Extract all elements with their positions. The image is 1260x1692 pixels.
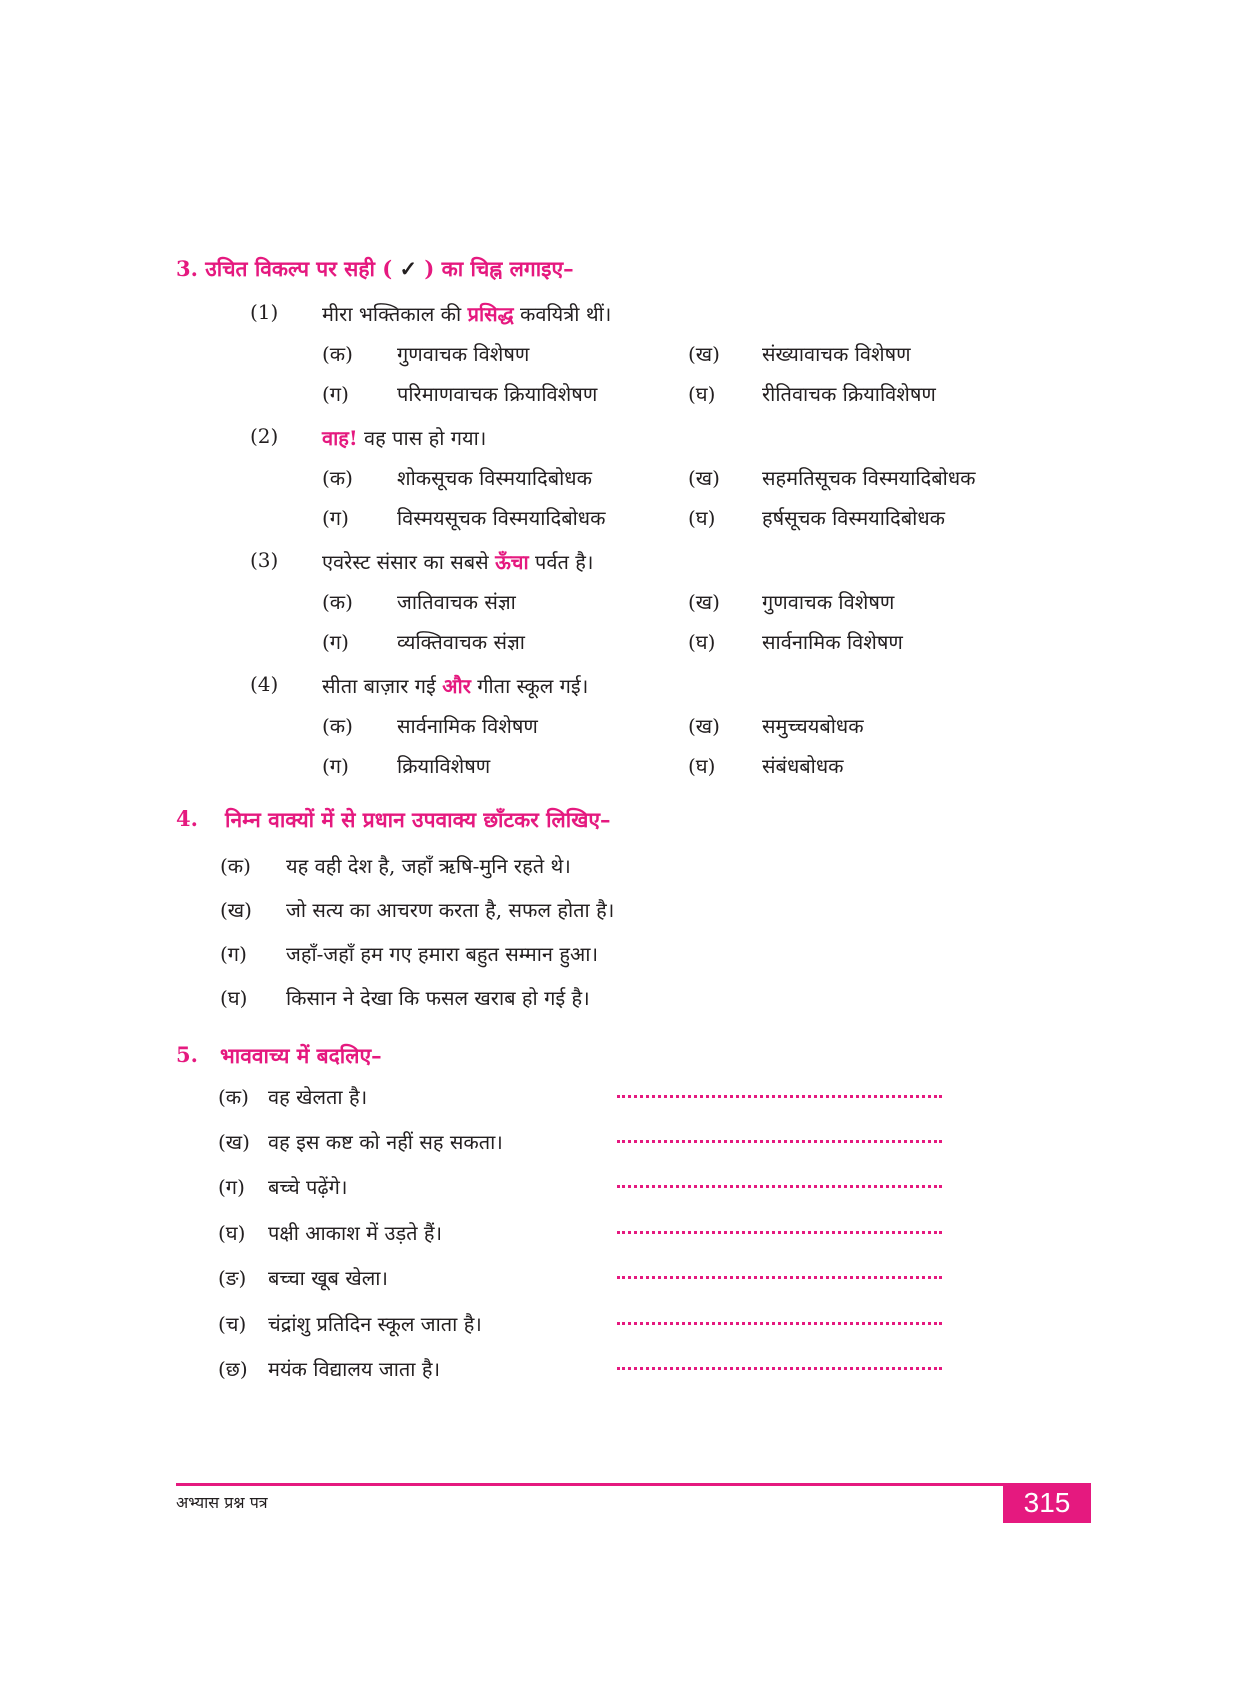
q5-item-label: (ङ) bbox=[218, 1266, 247, 1290]
q5-item-label: (च) bbox=[218, 1312, 247, 1336]
option-label: (क) bbox=[322, 590, 353, 614]
answer-blank[interactable] bbox=[617, 1322, 942, 1325]
sentence-text: सीता बाज़ार गई bbox=[322, 674, 443, 698]
answer-blank[interactable] bbox=[617, 1367, 942, 1370]
q4-item-label: (ग) bbox=[220, 942, 247, 966]
q5-item-text: बच्चे पढ़ेंगे। bbox=[268, 1175, 348, 1199]
q3-item-number: (3) bbox=[250, 548, 279, 572]
q4-number: 4. bbox=[176, 806, 198, 831]
answer-blank[interactable] bbox=[617, 1231, 942, 1234]
sentence-text: कवयित्री थीं। bbox=[513, 302, 612, 326]
footer-label: अभ्यास प्रश्न पत्र bbox=[176, 1493, 268, 1512]
q3-heading bbox=[176, 255, 574, 283]
q3-item-number: (1) bbox=[250, 300, 279, 324]
answer-blank[interactable] bbox=[617, 1095, 942, 1098]
q5-item-text: वह इस कष्ट को नहीं सह सकता। bbox=[268, 1130, 503, 1154]
q5-heading: भाववाच्य में बदलिए– bbox=[220, 1043, 382, 1068]
option-label: (ग) bbox=[322, 754, 349, 778]
option-label: (घ) bbox=[688, 630, 716, 654]
footer-rule bbox=[176, 1483, 1058, 1486]
option-text: गुणवाचक विशेषण bbox=[762, 590, 895, 614]
answer-blank[interactable] bbox=[617, 1185, 942, 1188]
answer-blank[interactable] bbox=[617, 1276, 942, 1279]
option-label: (घ) bbox=[688, 754, 716, 778]
q3-item-sentence bbox=[322, 672, 588, 699]
sentence-text: एवरेस्ट संसार का सबसे bbox=[322, 550, 496, 574]
q3-heading-text-end: ) का चिह्न लगाइए– bbox=[424, 256, 574, 281]
q3-item-sentence bbox=[322, 300, 611, 327]
option-text: विस्मयसूचक विस्मयादिबोधक bbox=[397, 506, 606, 530]
q3-item-sentence bbox=[322, 424, 486, 451]
option-text: संख्यावाचक विशेषण bbox=[762, 342, 911, 366]
q5-item-label: (ग) bbox=[218, 1175, 245, 1199]
option-label: (ख) bbox=[688, 714, 720, 738]
page-number: 315 bbox=[1023, 1487, 1071, 1518]
q5-item-label: (ख) bbox=[218, 1130, 250, 1154]
option-text: सहमतिसूचक विस्मयादिबोधक bbox=[762, 466, 976, 490]
option-label: (क) bbox=[322, 466, 353, 490]
option-text: सार्वनामिक विशेषण bbox=[397, 714, 538, 738]
q5-item-text: चंद्रांशु प्रतिदिन स्कूल जाता है। bbox=[268, 1312, 482, 1336]
option-text: जातिवाचक संज्ञा bbox=[397, 590, 516, 614]
option-label: (घ) bbox=[688, 382, 716, 406]
q5-item-text: पक्षी आकाश में उड़ते हैं। bbox=[268, 1221, 443, 1245]
option-label: (ख) bbox=[688, 466, 720, 490]
q3-heading-text-start: उचित विकल्प पर सही ( bbox=[205, 256, 393, 281]
q5-number: 5. bbox=[176, 1042, 198, 1067]
option-label: (ग) bbox=[322, 382, 349, 406]
q5-item-text: मयंक विद्यालय जाता है। bbox=[268, 1357, 441, 1381]
sentence-text: मीरा भक्तिकाल की bbox=[322, 302, 468, 326]
q4-item-text: जो सत्य का आचरण करता है, सफल होता है। bbox=[286, 898, 615, 922]
q5-item-label: (क) bbox=[218, 1085, 249, 1109]
option-label: (क) bbox=[322, 714, 353, 738]
q5-item-label: (छ) bbox=[218, 1357, 248, 1381]
highlighted-word: और bbox=[442, 674, 471, 698]
option-text: रीतिवाचक क्रियाविशेषण bbox=[762, 382, 936, 406]
option-label: (ग) bbox=[322, 506, 349, 530]
option-text: शोकसूचक विस्मयादिबोधक bbox=[397, 466, 592, 490]
option-text: हर्षसूचक विस्मयादिबोधक bbox=[762, 506, 945, 530]
option-text: समुच्चयबोधक bbox=[762, 714, 864, 738]
option-text: संबंधबोधक bbox=[762, 754, 844, 778]
q3-number: 3. bbox=[176, 256, 198, 281]
q4-item-label: (ख) bbox=[220, 898, 252, 922]
q4-item-text: यह वही देश है, जहाँ ऋषि-मुनि रहते थे। bbox=[286, 854, 571, 878]
q5-item-label: (घ) bbox=[218, 1221, 246, 1245]
page-number-badge bbox=[1003, 1483, 1091, 1523]
q3-item-number: (4) bbox=[250, 672, 279, 696]
q3-item-sentence bbox=[322, 548, 593, 575]
sentence-text: वह पास हो गया। bbox=[357, 426, 487, 450]
option-label: (क) bbox=[322, 342, 353, 366]
q4-item-text: जहाँ-जहाँ हम गए हमारा बहुत सम्मान हुआ। bbox=[286, 942, 599, 966]
q3-item-number: (2) bbox=[250, 424, 279, 448]
checkmark-icon: ✓ bbox=[399, 256, 418, 281]
q4-heading: निम्न वाक्यों में से प्रधान उपवाक्य छाँटकर लिखिए– bbox=[225, 807, 611, 832]
option-text: परिमाणवाचक क्रियाविशेषण bbox=[397, 382, 598, 406]
highlighted-word: प्रसिद्ध bbox=[467, 302, 514, 326]
q4-item-text: किसान ने देखा कि फसल खराब हो गई है। bbox=[286, 986, 590, 1010]
option-text: गुणवाचक विशेषण bbox=[397, 342, 530, 366]
q4-item-label: (घ) bbox=[220, 986, 248, 1010]
highlighted-word: वाह! bbox=[322, 426, 358, 450]
option-text: व्यक्तिवाचक संज्ञा bbox=[397, 630, 525, 654]
q5-item-text: बच्चा खूब खेला। bbox=[268, 1266, 389, 1290]
option-label: (ख) bbox=[688, 590, 720, 614]
q4-item-label: (क) bbox=[220, 854, 251, 878]
sentence-text: पर्वत है। bbox=[528, 550, 594, 574]
option-label: (ग) bbox=[322, 630, 349, 654]
option-label: (ख) bbox=[688, 342, 720, 366]
answer-blank[interactable] bbox=[617, 1140, 942, 1143]
q5-item-text: वह खेलता है। bbox=[268, 1085, 368, 1109]
option-text: सार्वनामिक विशेषण bbox=[762, 630, 903, 654]
option-text: क्रियाविशेषण bbox=[397, 754, 491, 778]
sentence-text: गीता स्कूल गई। bbox=[470, 674, 589, 698]
highlighted-word: ऊँचा bbox=[495, 550, 529, 574]
option-label: (घ) bbox=[688, 506, 716, 530]
